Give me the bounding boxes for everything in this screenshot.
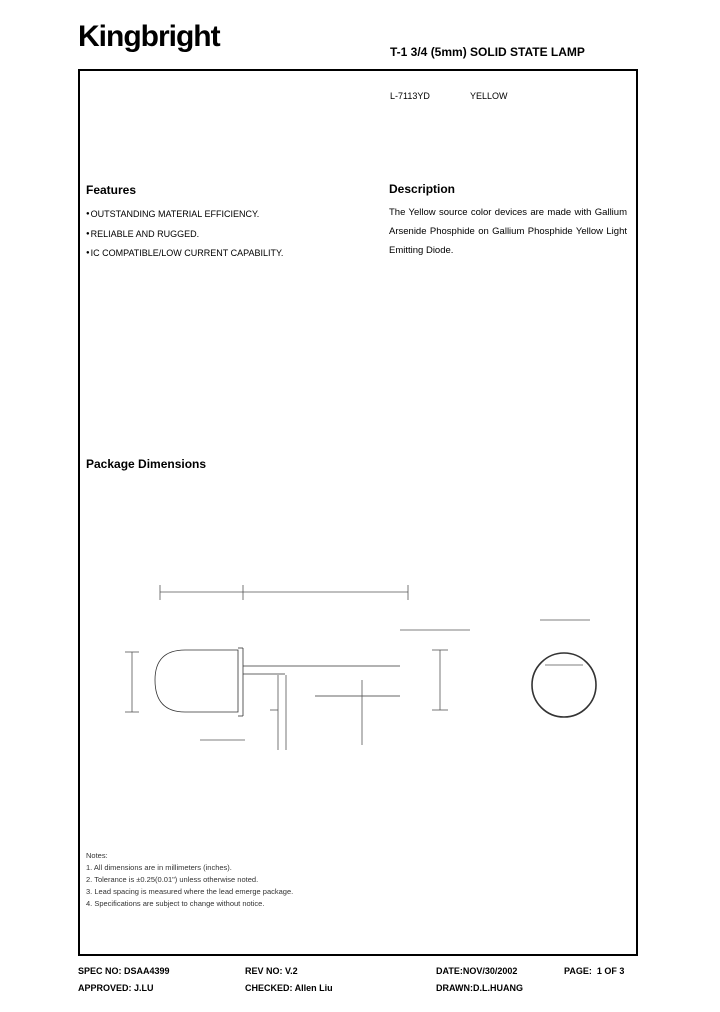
led-body-outline — [155, 650, 238, 712]
description-body: The Yellow source color devices are made with Gallium Arsenide Phosphide on Gallium Phosphide Yellow Light Emitting Diode. — [389, 207, 627, 256]
revision-number: REV NO: V.2 — [245, 966, 298, 976]
feature-item: ● OUTSTANDING MATERIAL EFFICIENCY. — [86, 205, 283, 225]
feature-item: ● RELIABLE AND RUGGED. — [86, 225, 283, 245]
spec-date: DATE:NOV/30/2002 — [436, 966, 518, 976]
notes-heading: Notes: — [86, 851, 108, 860]
page-indicator: PAGE: 1 OF 3 — [564, 966, 625, 976]
package-dimensions-heading: Package Dimensions — [86, 457, 207, 471]
approved-by: APPROVED: J.LU — [78, 983, 154, 993]
package-dimensions-drawing — [110, 570, 610, 760]
note-item: 2. Tolerance is ±0.25(0.01") unless otherwise noted. — [86, 875, 259, 884]
features-heading: Features — [86, 183, 137, 197]
kingbright-logo: Kingbright — [78, 20, 220, 53]
note-item: 1. All dimensions are in millimeters (inches). — [86, 863, 232, 872]
notes-section — [86, 850, 293, 910]
led-end-view-circle — [532, 653, 596, 717]
part-number: L-7113YD — [390, 91, 430, 101]
part-color: YELLOW — [470, 91, 508, 101]
document-title: T-1 3/4 (5mm) SOLID STATE LAMP — [390, 45, 585, 59]
note-item: 3. Lead spacing is measured where the lead emerge package. — [86, 887, 294, 896]
drawn-by: DRAWN:D.L.HUANG — [436, 983, 523, 993]
note-item: 4. Specifications are subject to change without notice. — [86, 899, 265, 908]
feature-item: ● IC COMPATIBLE/LOW CURRENT CAPABILITY. — [86, 244, 283, 264]
description-heading: Description — [389, 182, 456, 196]
features-list — [86, 205, 283, 264]
checked-by: CHECKED: Allen Liu — [245, 983, 333, 993]
spec-number: SPEC NO: DSAA4399 — [78, 966, 170, 976]
